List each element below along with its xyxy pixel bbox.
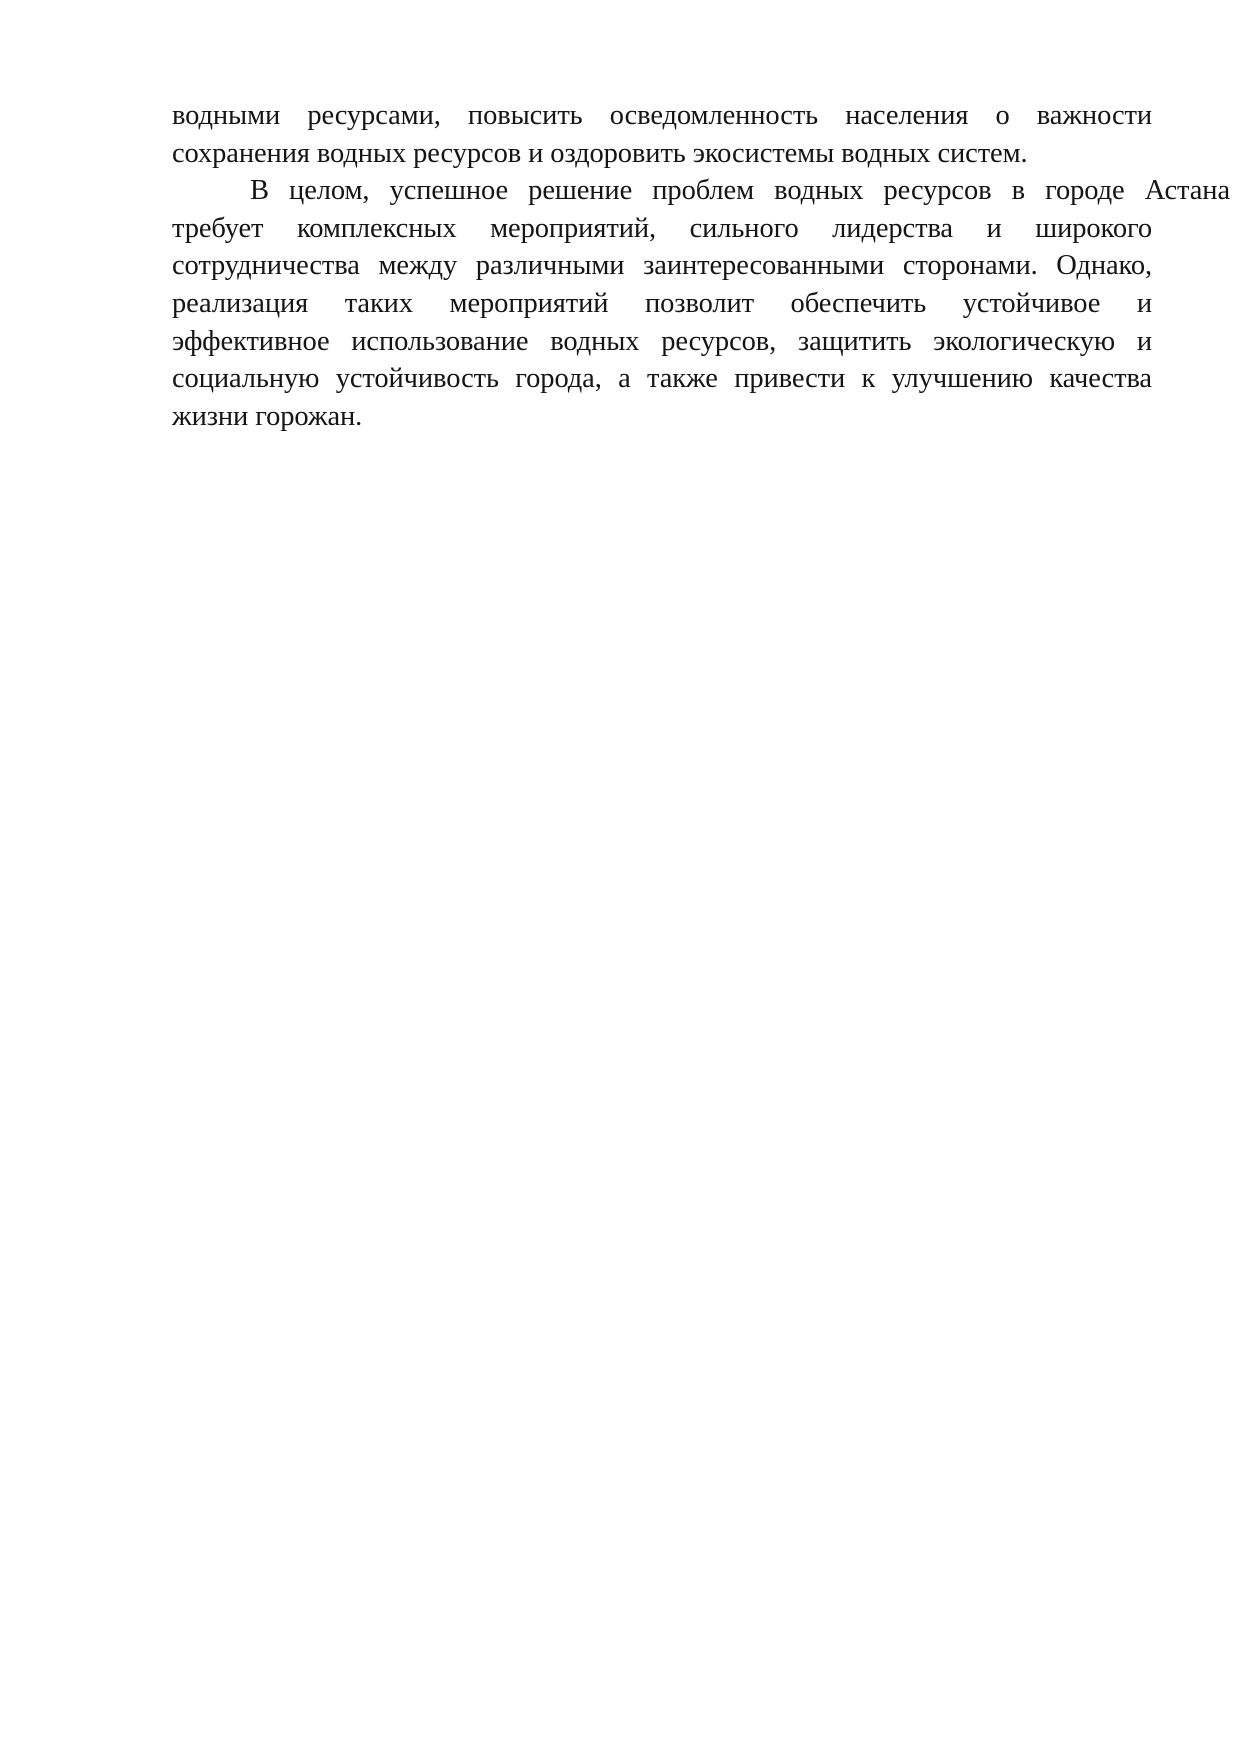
text-line: социальную устойчивость города, а также привести к улучшению качества (172, 363, 1152, 395)
text-line: сотрудничества между различными заинтересованными сторонами. Однако, (172, 250, 1152, 282)
paragraph-1 (172, 97, 1152, 172)
document-text (172, 97, 1230, 435)
text-line: эффективное использование водных ресурсов, защитить экологическую и (172, 325, 1152, 357)
text-line: водными ресурсами, повысить осведомленность населения о важности (172, 100, 1152, 131)
text-line: жизни горожан. (172, 400, 363, 432)
text-line: В целом, успешное решение проблем водных ресурсов в городе Астана (250, 175, 1230, 207)
text-line: сохранения водных ресурсов и оздоровить экосистемы водных систем. (172, 137, 1028, 169)
text-line: реализация таких мероприятий позволит обеспечить устойчивое и (172, 287, 1152, 319)
paragraph-2 (172, 172, 1230, 435)
text-line: требует комплексных мероприятий, сильного лидерства и широкого (172, 212, 1152, 244)
